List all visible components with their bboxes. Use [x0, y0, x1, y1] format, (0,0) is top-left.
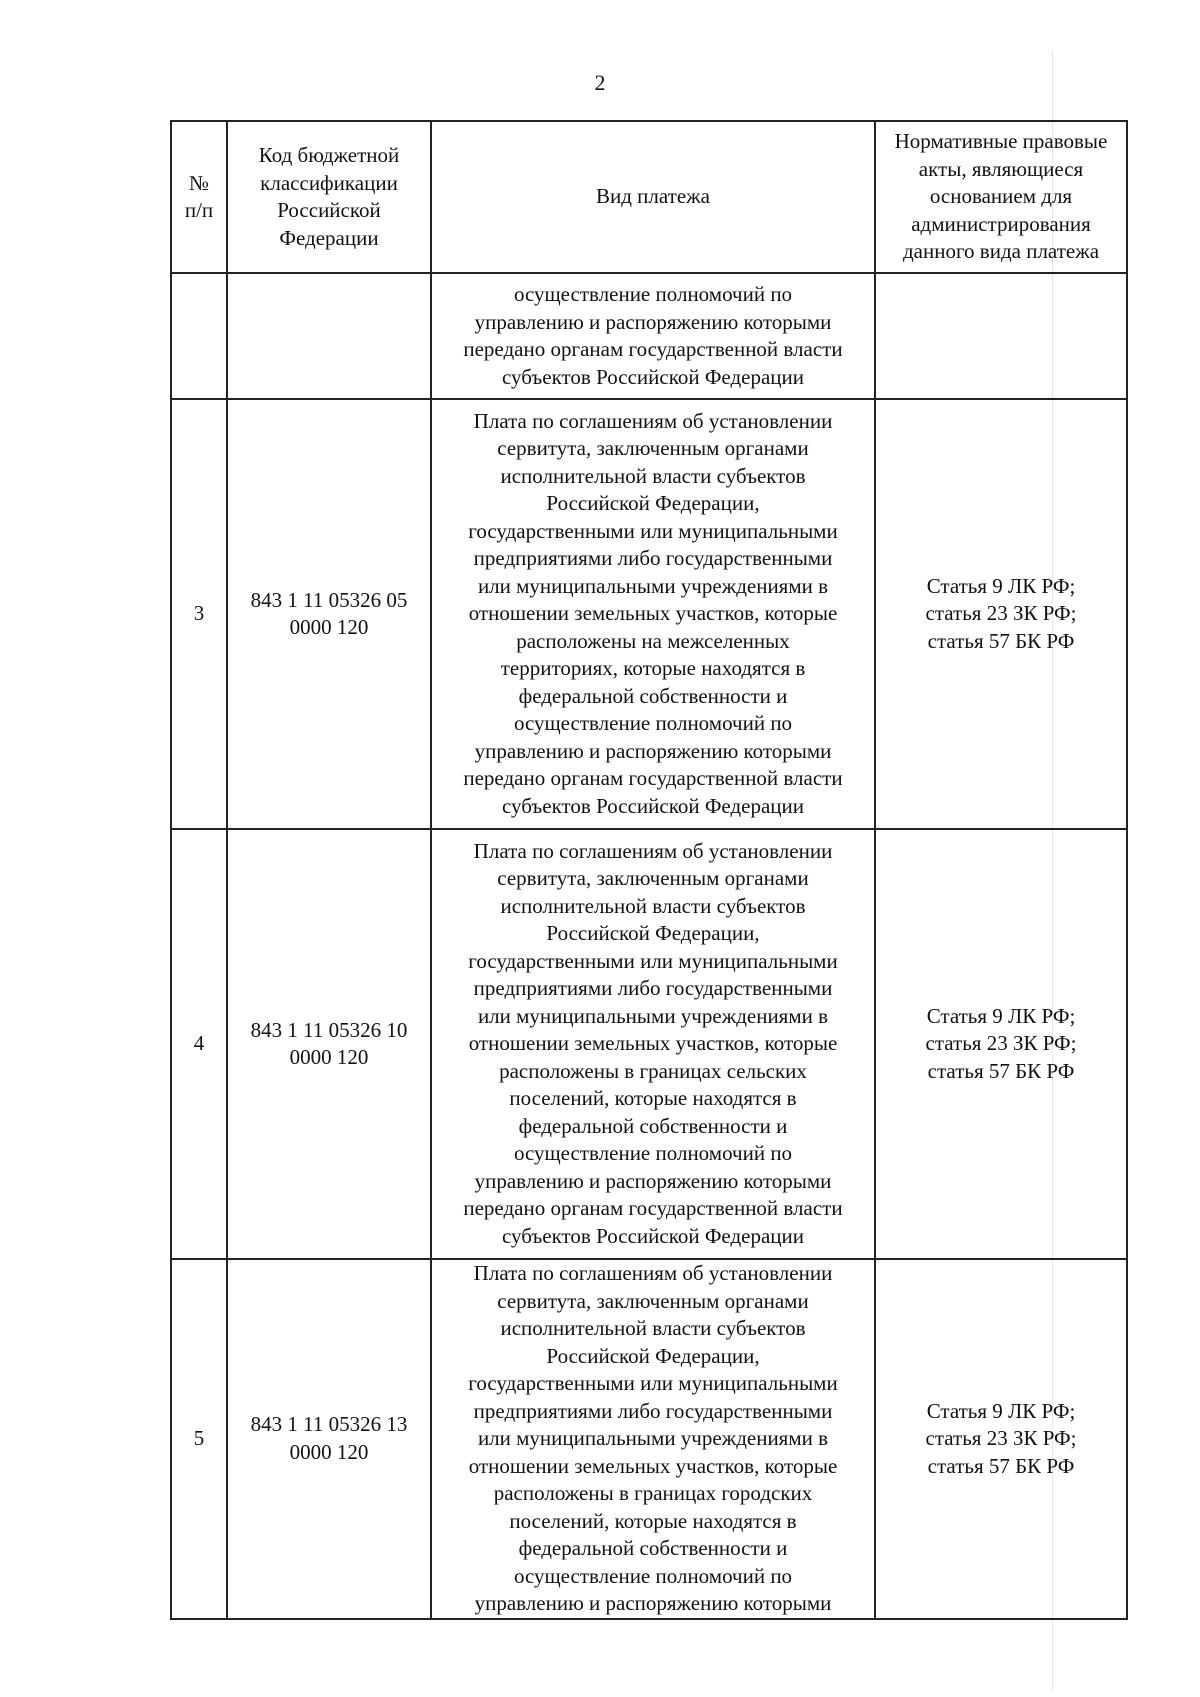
cell-acts	[875, 273, 1127, 399]
text-line: Российской	[277, 198, 381, 222]
text-line: Статья 9 ЛК РФ;	[926, 1398, 1076, 1423]
cell-code	[227, 1259, 431, 1619]
text-line: Федерации	[279, 225, 379, 250]
text-line: исполнительной власти субъектов	[500, 463, 806, 488]
text-line: управлению и распоряжению которыми	[474, 1591, 832, 1615]
text-line: Вид платежа	[595, 184, 710, 209]
text-line: субъектов Российской Федерации	[501, 1223, 805, 1248]
text-line: статья 57 БК РФ	[927, 1058, 1075, 1083]
text-line: осуществление полномочий по	[513, 1563, 793, 1588]
text-line: предприятиями либо государственными	[473, 976, 833, 1001]
text-line: территориях, которые находятся в	[500, 656, 806, 681]
text-line: Российской Федерации,	[546, 921, 760, 946]
text-line: Статья 9 ЛК РФ;	[926, 573, 1076, 598]
text-line: федеральной собственности и	[518, 1113, 788, 1138]
text-line: акты, являющиеся	[918, 156, 1084, 181]
cell-payment	[431, 829, 875, 1259]
text-line: 0000 120	[289, 1045, 369, 1069]
text-line: передано органам государственной власти	[463, 766, 843, 791]
text-line: классификации	[260, 170, 398, 195]
text-line: исполнительной власти субъектов	[500, 893, 806, 918]
text-line: Плата по соглашениям об установлении	[473, 838, 833, 863]
text-line: управлению и распоряжению которыми	[474, 738, 832, 763]
text-line: Нормативные правовые	[894, 129, 1108, 154]
text-line: осуществление полномочий по	[513, 711, 793, 736]
cell-acts	[875, 1259, 1127, 1619]
text-line: Российской Федерации,	[546, 1343, 760, 1368]
text-line: статья 23 ЗК РФ;	[925, 1426, 1077, 1450]
cell-payment	[431, 1259, 875, 1619]
cell-code	[227, 273, 431, 399]
payment-table	[170, 120, 1128, 1620]
cell-number: 3	[171, 399, 227, 829]
text-line: или муниципальными учреждениями в	[477, 1426, 829, 1450]
text-line: осуществление полномочий по	[513, 282, 793, 306]
text-line: отношении земельных участков, которые	[468, 601, 838, 626]
text-line: Плата по соглашениям об установлении	[473, 408, 833, 433]
header-budget-code	[227, 121, 431, 273]
text-line: поселений, которые находятся в	[509, 1086, 797, 1111]
text-line: отношении земельных участков, которые	[468, 1453, 838, 1478]
cell-number	[171, 273, 227, 399]
text-line: 0000 120	[289, 1439, 369, 1464]
text-line: п/п	[184, 198, 214, 222]
text-line: отношении земельных участков, которые	[468, 1031, 838, 1056]
text-line: 843 1 11 05326 05	[250, 587, 408, 612]
text-line: администрирования	[911, 211, 1091, 236]
text-line: Российской Федерации,	[546, 491, 760, 516]
text-line: предприятиями либо государственными	[473, 1398, 833, 1423]
text-line: поселений, которые находятся в	[509, 1508, 797, 1533]
text-line: статья 23 ЗК РФ;	[925, 1031, 1077, 1056]
page-number: 2	[594, 70, 606, 95]
cell-payment	[431, 399, 875, 829]
text-line: передано органам государственной власти	[463, 337, 843, 361]
text-line: Плата по соглашениям об установлении	[473, 1261, 833, 1285]
table-row	[171, 399, 1127, 829]
table-row	[171, 829, 1127, 1259]
text-line: управлению и распоряжению которыми	[474, 1168, 832, 1193]
text-line: 0000 120	[289, 615, 369, 639]
text-line: расположены в границах городских	[493, 1481, 813, 1505]
text-line: предприятиями либо государственными	[473, 546, 833, 571]
header-legal-acts	[875, 121, 1127, 273]
header-number	[171, 121, 227, 273]
table-row-continuation	[171, 273, 1127, 399]
text-line: расположены в границах сельских	[499, 1058, 807, 1083]
cell-code	[227, 399, 431, 829]
text-line: сервитута, заключенным органами	[497, 1288, 809, 1313]
text-line: основанием для	[929, 184, 1073, 209]
text-line: исполнительной власти субъектов	[500, 1316, 806, 1340]
text-line: осуществление полномочий по	[513, 1141, 793, 1166]
cell-code	[227, 829, 431, 1259]
cell-acts	[875, 829, 1127, 1259]
text-line: 843 1 11 05326 10	[250, 1017, 408, 1042]
cell-payment	[431, 273, 875, 399]
text-line: Статья 9 ЛК РФ;	[926, 1003, 1076, 1028]
text-line: сервитута, заключенным органами	[497, 866, 809, 891]
text-line: передано органам государственной власти	[463, 1196, 843, 1221]
text-line: субъектов Российской Федерации	[501, 793, 805, 818]
text-line: государственными или муниципальными	[468, 948, 838, 973]
text-line: государственными или муниципальными	[468, 518, 838, 543]
table-row	[171, 1259, 1127, 1619]
cell-number: 5	[171, 1259, 227, 1619]
text-line: субъектов Российской Федерации	[501, 364, 805, 389]
header-payment-type	[431, 121, 875, 273]
text-line: или муниципальными учреждениями в	[477, 1003, 829, 1028]
text-line: Код бюджетной	[258, 143, 400, 167]
text-line: статья 57 БК РФ	[927, 628, 1075, 653]
text-line: федеральной собственности и	[518, 1536, 788, 1560]
text-line: государственными или муниципальными	[468, 1371, 838, 1395]
text-line: 843 1 11 05326 13	[250, 1412, 408, 1437]
text-line: статья 23 ЗК РФ;	[925, 601, 1077, 626]
text-line: статья 57 БК РФ	[927, 1453, 1075, 1478]
text-line: расположены на межселенных	[516, 628, 790, 653]
text-line: №	[188, 170, 210, 195]
text-line: сервитута, заключенным органами	[497, 436, 809, 461]
cell-acts	[875, 399, 1127, 829]
text-line: или муниципальными учреждениями в	[477, 573, 829, 598]
cell-number: 4	[171, 829, 227, 1259]
text-line: федеральной собственности и	[518, 683, 788, 708]
text-line: управлению и распоряжению которыми	[474, 309, 832, 334]
table-header-row	[171, 121, 1127, 273]
text-line: данного вида платежа	[902, 239, 1100, 264]
